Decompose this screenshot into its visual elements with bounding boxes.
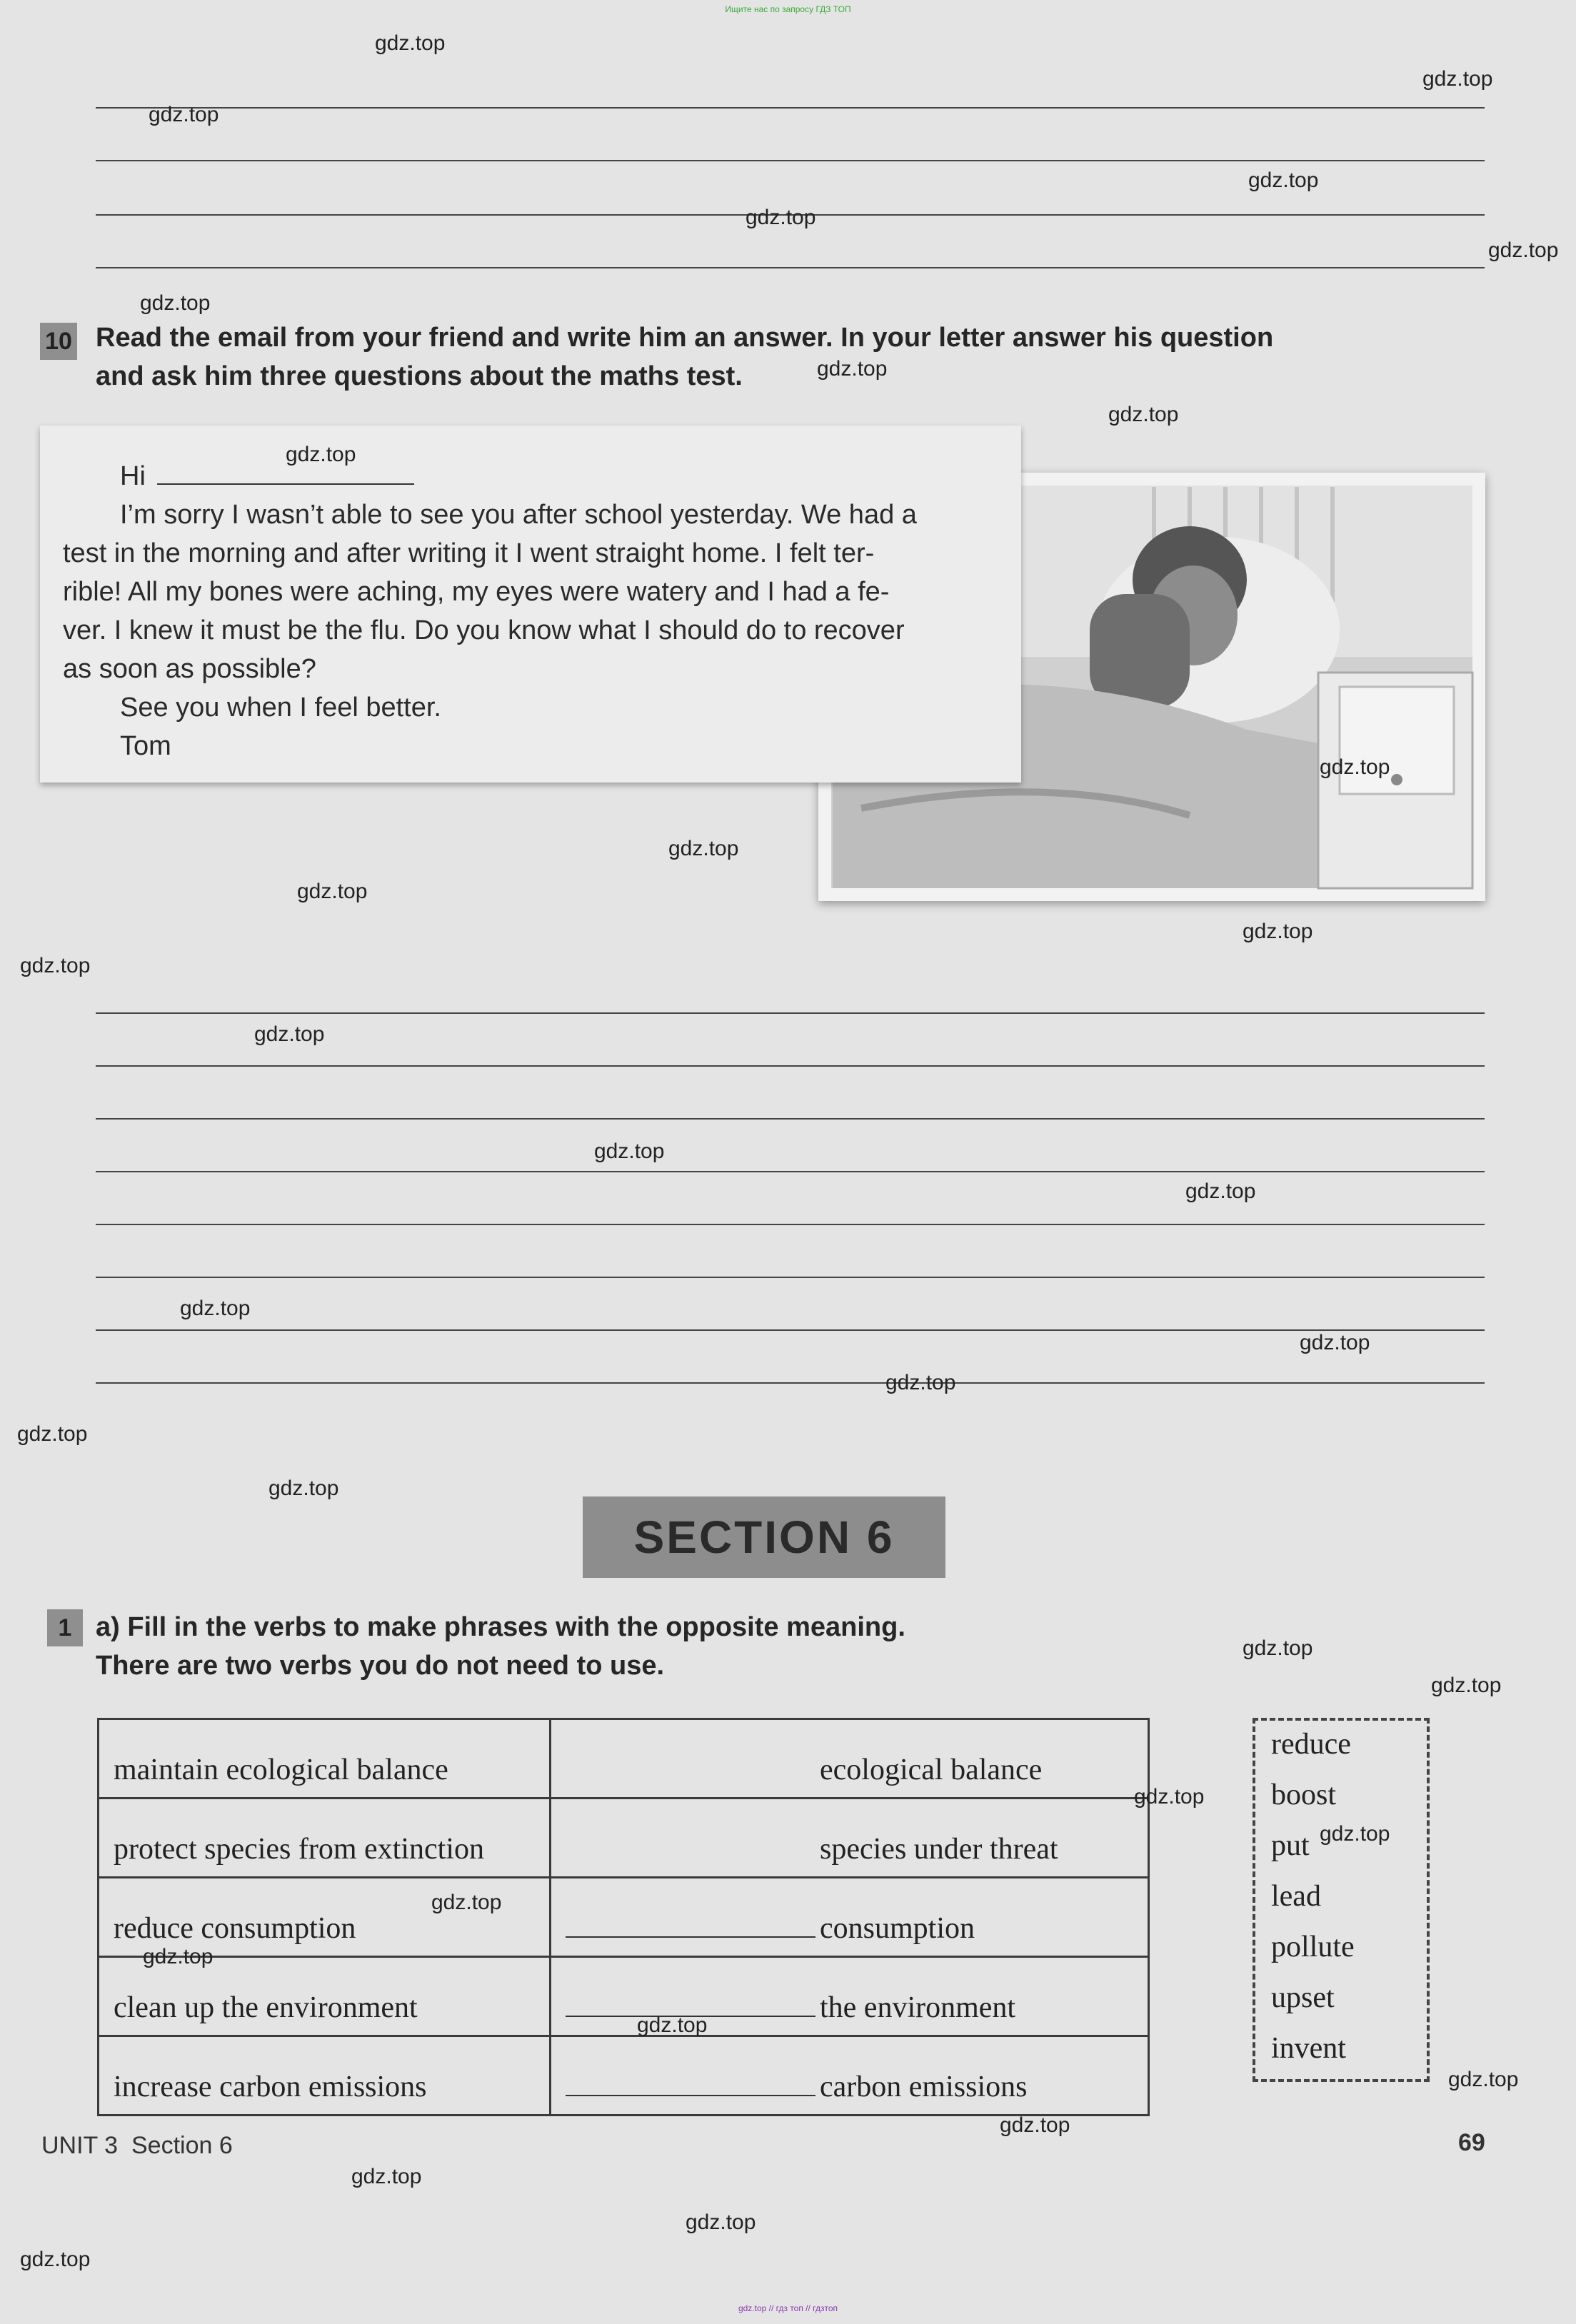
page-number: 69 [1458,2129,1485,2156]
phrase-cell: increase carbon emissions [99,2036,551,2116]
watermark: gdz.top [254,1022,325,1046]
watermark: gdz.top [268,1477,339,1500]
watermark: gdz.top [140,291,211,315]
word-bank-item: reduce [1271,1728,1351,1761]
answer-cell[interactable]: carbon emissions [551,2036,1149,2116]
task-1-instruction: a) Fill in the verbs to make phrases with the opposite meaning. There are two verbs you do not need to use. [96,1612,905,1681]
section-title: SECTION 6 [583,1496,945,1578]
writing-line [96,160,1485,161]
watermark: gdz.top [1431,1674,1502,1697]
email-line: rible! All my bones were aching, my eyes were watery and I had a fe- [63,577,890,607]
answer-line[interactable] [96,1224,1485,1225]
word-bank-item: upset [1271,1981,1335,2014]
footer-unit: UNIT 3 Section 6 [41,2132,233,2159]
word-bank-item: boost [1271,1779,1337,1811]
email-line: as soon as possible? [63,654,316,684]
word-bank-item: put [1271,1829,1310,1862]
task-10-number: 10 [40,323,77,360]
email-signature: Tom [120,731,171,761]
email-line: I’m sorry I wasn’t able to see you after school yesterday. We had a [120,500,917,530]
watermark: gdz.top [375,31,446,55]
watermark: gdz.top [1185,1179,1256,1203]
watermark: gdz.top [431,1891,502,1914]
watermark: gdz.top [1248,168,1319,192]
email-line: ver. I knew it must be the flu. Do you know what I should do to recover [63,615,905,645]
watermark: gdz.top [17,1422,88,1446]
writing-line [96,107,1485,109]
watermark: gdz.top [1000,2113,1070,2137]
site-top-note: Ищите нас по запросу ГДЗ ТОП [725,4,851,14]
task-10-instruction: Read the email from your friend and write him an answer. In your letter answer his question and ask him three questions about the maths test. [96,323,1274,391]
watermark: gdz.top [286,443,356,466]
watermark: gdz.top [1320,1822,1390,1846]
watermark: gdz.top [1108,403,1179,426]
watermark: gdz.top [1320,755,1390,779]
word-bank-item: pollute [1271,1931,1355,1963]
answer-line[interactable] [96,1118,1485,1120]
answer-line[interactable] [96,1277,1485,1278]
email-closing: See you when I feel better. [120,693,441,723]
word-bank [1253,1718,1430,2082]
answer-cell[interactable]: species under threat [551,1799,1149,1878]
word-bank-item: lead [1271,1880,1321,1913]
watermark: gdz.top [297,880,368,903]
watermark: gdz.top [351,2165,422,2188]
answer-cell[interactable]: ecological balance [551,1719,1149,1799]
watermark: gdz.top [1134,1785,1205,1809]
watermark: gdz.top [1488,238,1559,262]
watermark: gdz.top [594,1140,665,1163]
watermark: gdz.top [686,2210,756,2234]
writing-line [96,267,1485,268]
answer-line[interactable] [96,1329,1485,1331]
answer-line[interactable] [96,1382,1485,1384]
watermark: gdz.top [1243,1636,1313,1660]
watermark: gdz.top [885,1371,956,1394]
watermark: gdz.top [637,2013,708,2037]
email-line: test in the morning and after writing it I went straight home. I felt ter- [63,538,875,568]
friend-email-card [40,426,1021,783]
watermark: gdz.top [180,1297,251,1320]
phrase-cell: protect species from extinction [99,1799,551,1878]
answer-cell[interactable]: the environment [551,1957,1149,2036]
email-greeting: Hi [120,457,414,496]
table-row [99,2036,1149,2116]
answer-line[interactable] [96,1065,1485,1067]
watermark: gdz.top [1243,920,1313,943]
watermark: gdz.top [20,954,91,977]
word-bank-item: invent [1271,2032,1346,2065]
watermark: gdz.top [149,103,219,126]
table-row [99,1878,1149,1957]
watermark: gdz.top [746,206,816,229]
site-bottom-note: gdz.top // гдз топ // гдзтоп [738,2303,838,2313]
table-row [99,1957,1149,2036]
watermark: gdz.top [817,357,888,381]
phrase-cell: reduce consumption [99,1878,551,1957]
answer-line[interactable] [96,1171,1485,1172]
phrase-cell: clean up the environment [99,1957,551,2036]
answer-cell[interactable]: consumption [551,1878,1149,1957]
watermark: gdz.top [1422,67,1493,91]
watermark: gdz.top [1448,2068,1519,2091]
task-1-number: 1 [47,1609,83,1646]
watermark: gdz.top [20,2248,91,2271]
phrase-cell: maintain ecological balance [99,1719,551,1799]
table-row [99,1799,1149,1878]
answer-line[interactable] [96,1012,1485,1014]
watermark: gdz.top [1300,1331,1370,1354]
watermark: gdz.top [143,1945,214,1968]
watermark: gdz.top [668,837,739,860]
opposites-table [97,1718,1150,2116]
table-row [99,1719,1149,1799]
